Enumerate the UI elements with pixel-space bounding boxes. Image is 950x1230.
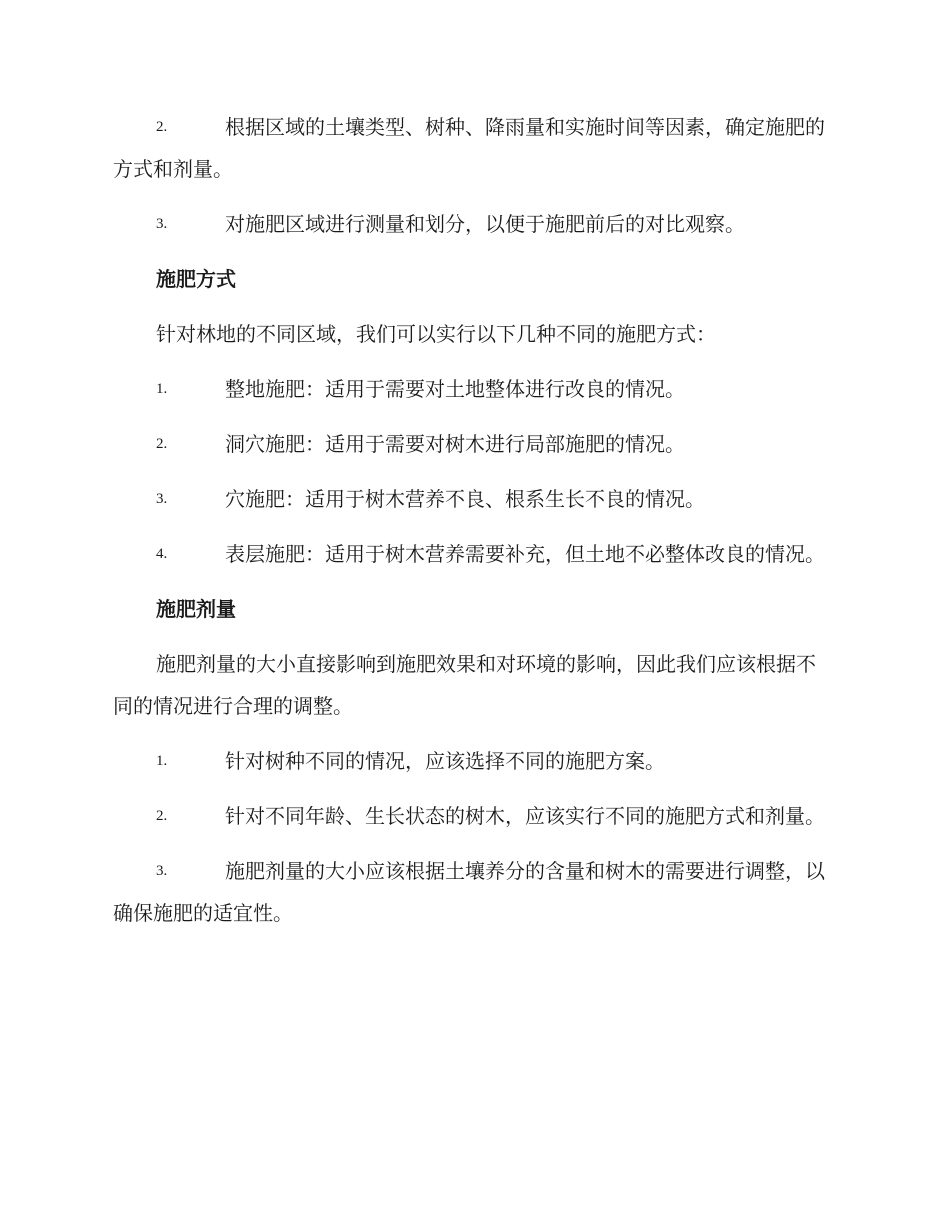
section-intro-dosage: 施肥剂量的大小直接影响到施肥效果和对环境的影响，因此我们应该根据不同的情况进行合理的调整。 (113, 652, 816, 718)
list-text: 对施肥区域进行测量和划分，以便于施肥前后的对比观察。 (225, 212, 745, 236)
list-text: 针对树种不同的情况，应该选择不同的施肥方案。 (225, 749, 665, 773)
list-number: 1. (156, 753, 168, 769)
list-item (113, 106, 833, 190)
section-heading-methods: 施肥方式 (156, 267, 236, 291)
list-text: 表层施肥：适用于树木营养需要补充，但土地不必整体改良的情况。 (225, 542, 825, 566)
list-text: 整地施肥：适用于需要对土地整体进行改良的情况。 (225, 377, 685, 401)
list-number: 3. (156, 216, 168, 232)
section-heading-dosage: 施肥剂量 (156, 597, 236, 621)
list-number: 4. (156, 546, 168, 562)
list-number: 3. (156, 863, 168, 879)
list-item (113, 740, 833, 782)
list-number: 2. (156, 119, 168, 135)
list-number: 2. (156, 436, 168, 452)
section-intro-methods: 针对林地的不同区域，我们可以实行以下几种不同的施肥方式： (156, 322, 716, 346)
list-item (113, 203, 833, 245)
list-text: 穴施肥：适用于树木营养不良、根系生长不良的情况。 (225, 487, 705, 511)
list-text: 针对不同年龄、生长状态的树木，应该实行不同的施肥方式和剂量。 (225, 804, 825, 828)
list-item (113, 850, 833, 934)
list-text: 洞穴施肥：适用于需要对树木进行局部施肥的情况。 (225, 432, 685, 456)
list-number: 2. (156, 808, 168, 824)
list-item (113, 368, 833, 410)
list-text: 施肥剂量的大小应该根据土壤养分的含量和树木的需要进行调整，以确保施肥的适宜性。 (113, 859, 825, 925)
list-item (113, 478, 833, 520)
list-item (113, 423, 833, 465)
list-text: 根据区域的土壤类型、树种、降雨量和实施时间等因素，确定施肥的方式和剂量。 (113, 115, 825, 181)
list-item (113, 533, 833, 575)
list-item (113, 795, 833, 837)
list-number: 3. (156, 491, 168, 507)
document-body (113, 106, 833, 947)
list-number: 1. (156, 381, 168, 397)
